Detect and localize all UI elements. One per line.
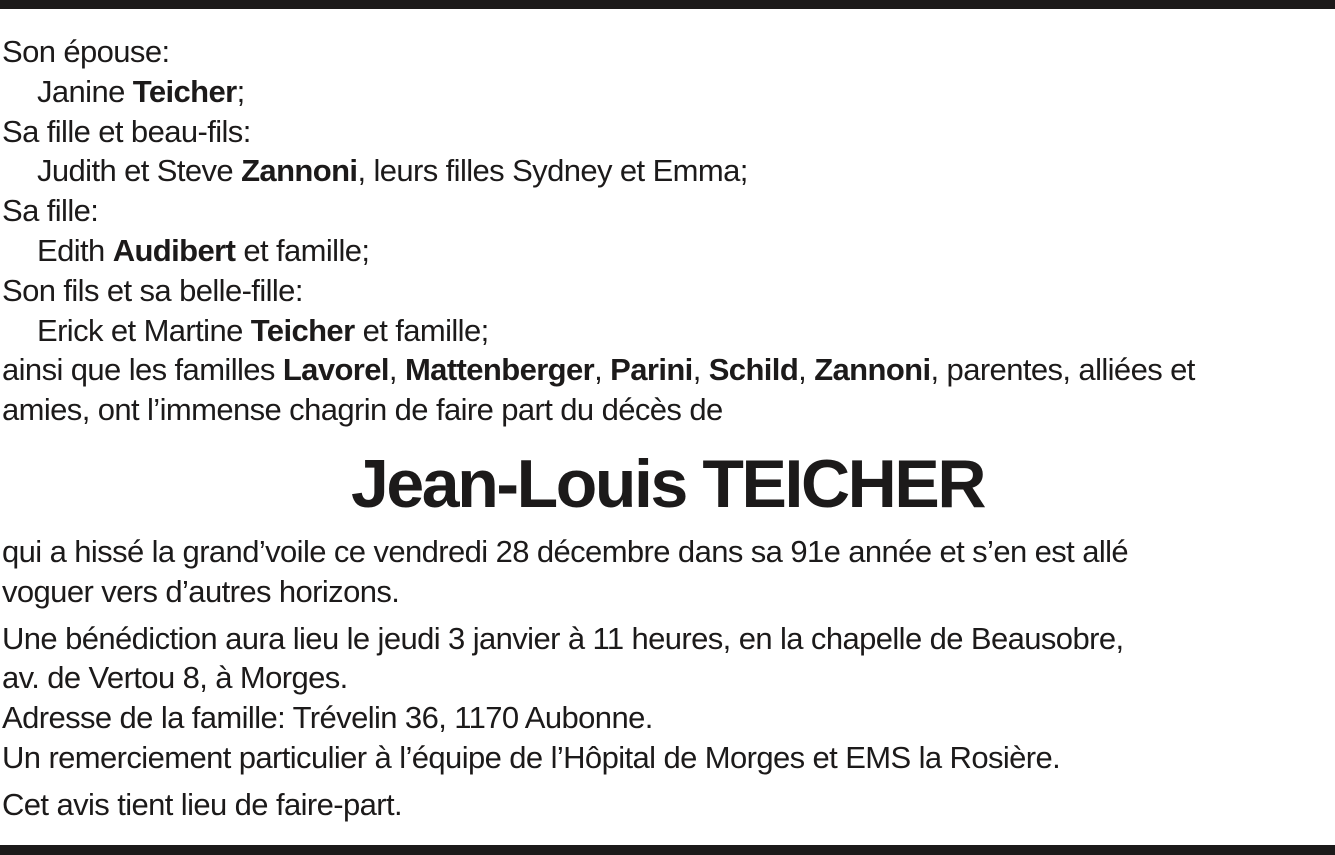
family-name-zannoni: Zannoni <box>814 352 931 388</box>
spouse-end: ; <box>236 73 245 109</box>
service-line-1: Une bénédiction aura lieu le jeudi 3 janvier à 11 heures, en la chapelle de Beausobre, <box>2 620 1124 656</box>
other-families-line: ainsi que les familles Lavorel, Mattenberger, Parini, Schild, Zannoni, parentes, alliées et <box>2 352 1195 388</box>
family-name-mattenberger: Mattenberger <box>404 352 595 388</box>
voyage-line-2: voguer vers d’autres horizons. <box>2 573 400 609</box>
family-list <box>2 32 1333 430</box>
service-line-2: av. de Vertou 8, à Morges. <box>2 660 348 696</box>
daughter2-entry <box>2 231 1333 271</box>
spouse-last-name: Teicher <box>132 73 237 109</box>
thanks-line: Un remerciement particulier à l’équipe de l’Hôpital de Morges et EMS la Rosière. <box>2 739 1061 775</box>
son-last-name: Teicher <box>250 312 355 348</box>
daughter1-entry <box>2 151 1333 191</box>
daughter2-heading: Sa fille: <box>2 193 99 229</box>
family-name-parini: Parini <box>610 352 693 388</box>
spouse-heading: Son épouse: <box>2 34 170 69</box>
family-name-schild: Schild <box>708 352 799 388</box>
family-name-lavorel: Lavorel <box>282 352 389 388</box>
daughter1-end: , leurs filles Sydney et Emma; <box>357 153 748 189</box>
son-first-names: Erick et Martine <box>37 312 243 348</box>
closing-line: Cet avis tient lieu de faire-part. <box>2 786 403 822</box>
daughter1-first-names: Judith et Steve <box>37 153 234 189</box>
spouse-first-name: Janine <box>37 73 125 109</box>
son-entry <box>2 311 1333 351</box>
spouse-entry <box>2 72 1333 112</box>
son-heading: Son fils et sa belle-fille: <box>2 272 303 308</box>
other-families-end: , parentes, alliées et <box>930 352 1195 388</box>
other-families-intro: ainsi que les familles <box>2 352 275 388</box>
daughter1-heading: Sa fille et beau-fils: <box>2 113 251 149</box>
daughter1-last-name: Zannoni <box>241 153 358 189</box>
top-border-rule <box>0 0 1335 9</box>
bottom-border-rule <box>0 845 1335 855</box>
deceased-name: Jean-Louis TEICHER <box>350 446 985 522</box>
daughter2-first-name: Edith <box>37 232 105 268</box>
daughter2-last-name: Audibert <box>112 232 236 268</box>
voyage-line-1: qui a hissé la grand’voile ce vendredi 28 décembre dans sa 91e année et s’en est allé <box>2 534 1129 569</box>
daughter2-end: et famille; <box>243 232 370 268</box>
family-address: Adresse de la famille: Trévelin 36, 1170 Aubonne. <box>2 700 653 736</box>
notice-details <box>2 532 1333 825</box>
announcement-line: amies, ont l’immense chagrin de faire part du décès de <box>2 392 723 428</box>
son-end: et famille; <box>362 312 489 348</box>
